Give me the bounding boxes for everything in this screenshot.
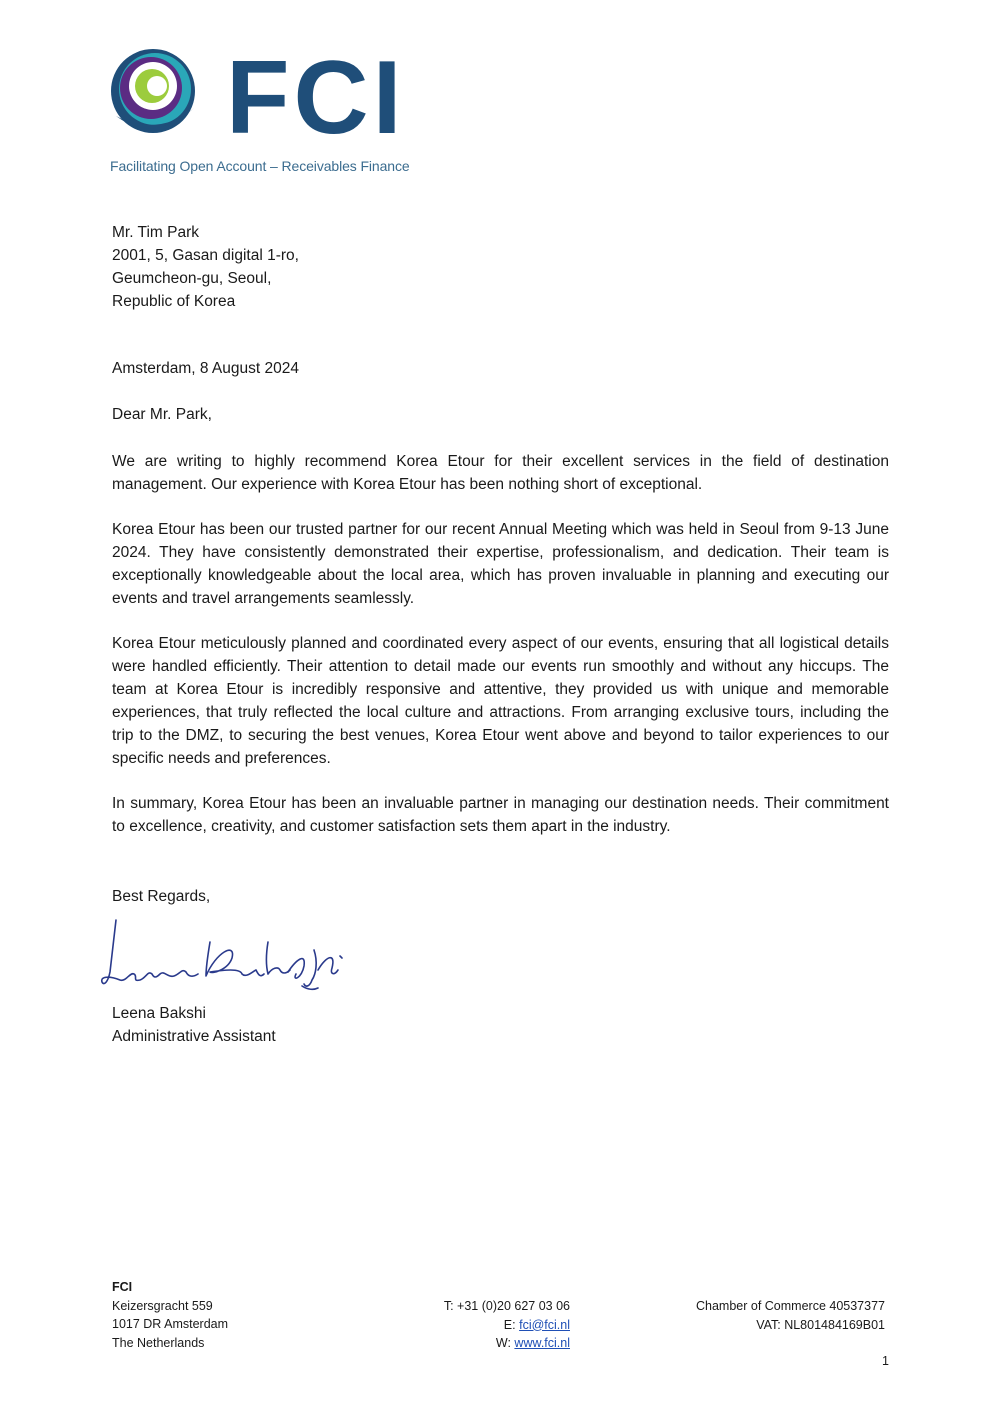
footer-email-label: E: [503,1317,516,1332]
signer-name: Leena Bakshi [112,1005,206,1022]
logo-text: FCI [226,46,406,140]
recipient-line1: 2001, 5, Gasan digital 1-ro, [112,247,299,264]
logo-emblem-icon [111,49,195,133]
footer-org: FCI [112,1280,133,1294]
footer-contact [400,1297,570,1353]
handwritten-signature [92,912,382,994]
footer-vat: VAT: NL801484169B01 [756,1317,885,1332]
page-number: 1 [882,1354,889,1368]
footer-email-link[interactable]: fci@fci.nl [519,1317,570,1332]
letter-body [112,450,889,860]
footer-web-row [400,1334,570,1353]
recipient-name: Mr. Tim Park [112,224,199,241]
body-paragraph: We are writing to highly recommend Korea Etour for their excellent services in the field of destination management. Our experience with Korea Etour has been nothing short of exceptional. [112,453,889,493]
footer-registration [696,1297,885,1334]
footer-chamber: Chamber of Commerce 40537377 [696,1299,885,1313]
body-paragraph: In summary, Korea Etour has been an invaluable partner in managing our destination needs. Their commitment to excellence, creativity, and customer satisfaction sets them apart in the industry. [112,795,889,835]
logo-tagline: Facilitating Open Account – Receivables Finance [110,158,410,174]
body-paragraph: Korea Etour has been our trusted partner for our recent Annual Meeting which was held in Seoul from 9-13 June 2024. They have consistently demonstrated their expertise, professionalism, and dedication. Their team is exceptionally knowledgeable about the local area, which has proven invaluable in planning and executing our events and travel arrangements seamlessly. [112,521,889,607]
body-paragraph: Korea Etour meticulously planned and coordinated every aspect of our events, ensuring that all logistical details were handled efficiently. Their attention to detail made our events run smoothly and without any hiccups. The team at Korea Etour is incredibly responsive and attentive, they provided us with unique and memorable experiences, that truly reflected the local culture and attractions. From arranging exclusive tours, including the trip to the DMZ, to securing the best venues, Korea Etour went above and beyond to tailor experiences to our specific needs and preferences. [112,635,889,767]
signer-block [112,1002,276,1048]
footer-address-line3: The Netherlands [112,1335,205,1350]
footer-phone: T: +31 (0)20 627 03 06 [443,1299,570,1313]
recipient-line3: Republic of Korea [112,293,236,310]
letter-date: Amsterdam, 8 August 2024 [112,360,299,377]
signer-title: Administrative Assistant [112,1028,276,1045]
footer-web-label: W: [495,1336,511,1350]
footer-web-link[interactable]: www.fci.nl [514,1336,570,1350]
recipient-line2: Geumcheon-gu, Seoul, [112,270,272,287]
fci-logo [108,46,418,140]
salutation: Dear Mr. Park, [112,406,212,423]
recipient-address [112,221,299,313]
closing: Best Regards, [112,888,211,905]
footer-address-line1: Keizersgracht 559 [112,1298,213,1313]
footer-address-line2: 1017 DR Amsterdam [112,1317,229,1331]
footer-email-row [400,1316,570,1335]
footer-address [112,1278,228,1352]
